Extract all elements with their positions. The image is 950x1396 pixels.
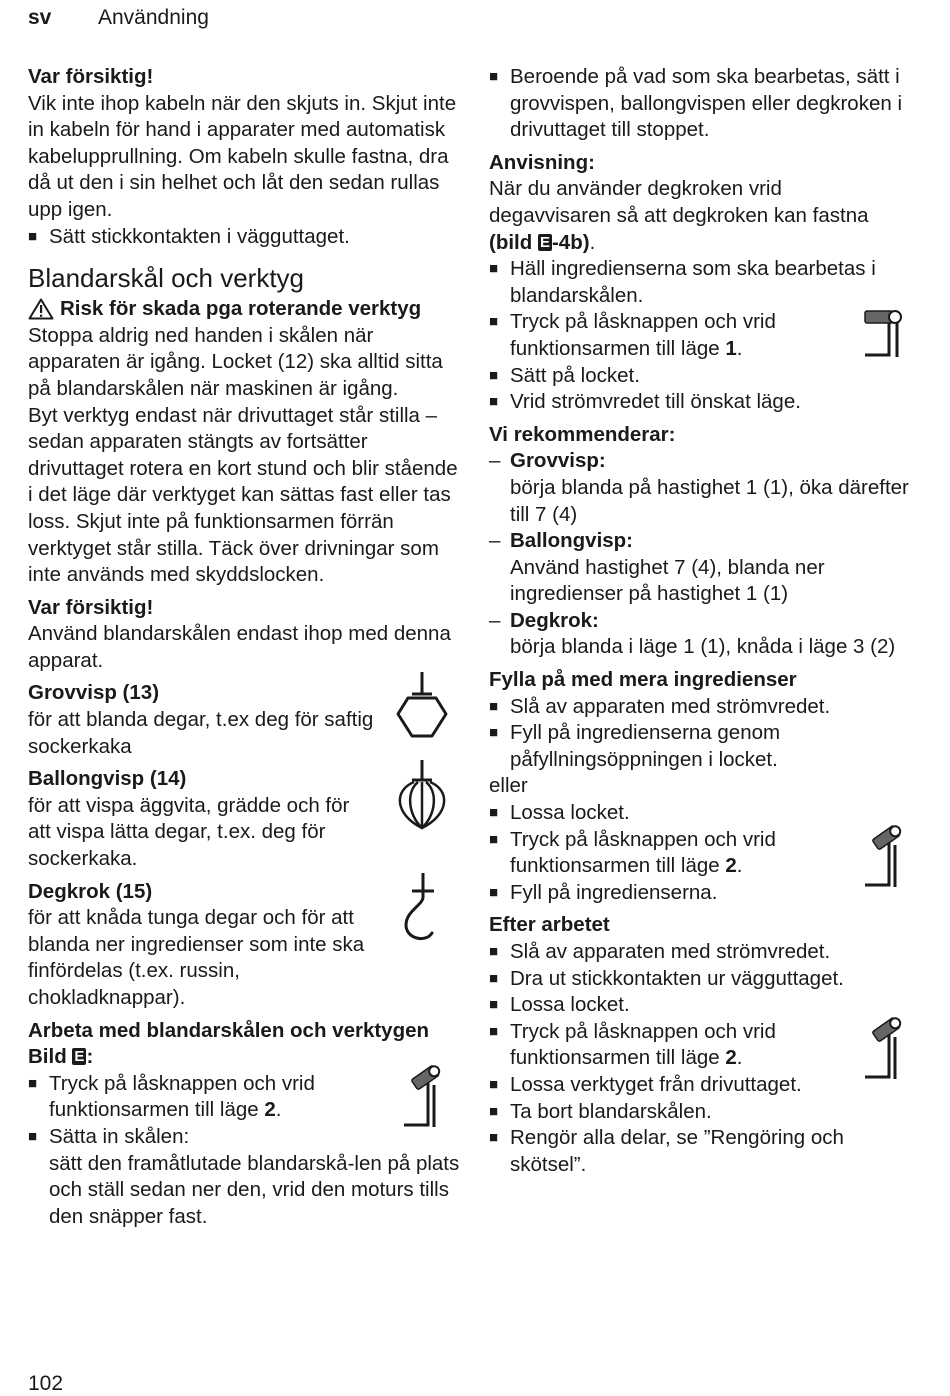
after-title: Efter arbetet <box>489 913 610 937</box>
left-column <box>28 64 464 1230</box>
bullet-fill-ingredients: ■ Fyll på ingredienserna. <box>489 880 909 907</box>
step-end: . <box>736 1046 743 1070</box>
bullet-remove-bowl: ■ Ta bort blandarskålen. <box>489 1099 909 1126</box>
dough-hook-icon <box>398 873 448 945</box>
or-text: eller <box>489 774 528 798</box>
position-number: 2 <box>725 1046 737 1070</box>
warning-text-2: Byt verktyg endast när drivuttaget står stilla – sedan apparaten stängts av fortsätter drivuttaget rotera en kort stund och blir stående i det läge där verktyget kan sättas fast eller tas loss. Skjut inte på funktionsarmen förrän verktyget står stilla. Täck över drivningar som inte används med skyddslocken. <box>28 403 458 587</box>
tool-flat-beater <box>28 680 464 760</box>
caution-text-2: Använd blandarskålen endast ihop med denna apparat. <box>28 622 451 672</box>
warning-text-1: Stoppa aldrig ned handen i skålen när apparaten är igång. Locket (12) ska alltid sitta på blandarskålen när maskinen är igång. <box>28 323 443 400</box>
arm-position-2-icon <box>400 1065 444 1129</box>
note-text <box>489 176 909 256</box>
position-number: 2 <box>264 1098 276 1122</box>
bullet-fill-opening: ■ Fyll på ingredienserna genom påfyllningsöppningen i locket. <box>489 720 909 773</box>
recommend-text: Använd hastighet 7 (4), blanda ner ingredienser på hastighet 1 (1) <box>510 555 825 606</box>
section-title: Användning <box>98 6 209 29</box>
step-text: Tryck på låsknappen och vrid funktionsarmen till läge <box>510 310 776 360</box>
figure-e-badge: E <box>74 1048 85 1066</box>
note-end: . <box>589 230 596 254</box>
section-heading: Blandarskål och verktyg <box>28 263 305 294</box>
bullet-fit-lid: ■ Sätt på locket. <box>489 363 909 390</box>
recommend-item <box>489 608 909 661</box>
step-text: Tryck på låsknappen och vrid funktionsarmen till läge <box>49 1071 315 1122</box>
bullet-remove-lid: ■ Lossa locket. <box>489 800 909 827</box>
arm-step-3 <box>489 1019 909 1072</box>
bullet-clean: ■ Rengör alla delar, se ”Rengöring och skötsel”. <box>489 1125 909 1178</box>
dash-marker: – <box>489 529 501 553</box>
recommend-tool: Grovvisp: <box>510 449 606 473</box>
work-fig-suffix: : <box>86 1045 94 1069</box>
recommend-tool: Degkrok: <box>510 608 599 632</box>
tool-whisk <box>28 766 464 872</box>
work-fig-prefix: Bild <box>28 1045 67 1069</box>
arm-step-2 <box>489 827 909 880</box>
step-text: Tryck på låsknappen och vrid funktionsarmen till läge <box>510 827 776 878</box>
bullet-add-ingredients: ■ Häll ingredienserna som ska bearbetas i blandarskålen. <box>489 256 909 309</box>
bullet-remove-tool: ■ Lossa verktyget från drivuttaget. <box>489 1072 909 1099</box>
caution-title: Var försiktig! <box>28 65 154 88</box>
note-ref-close: -4b) <box>551 230 590 254</box>
bullet-plug-in: ■ Sätt stickkontakten i vägguttaget. <box>28 224 464 251</box>
step-end: . <box>736 854 743 878</box>
tool-description: för att blanda degar, t.ex deg för saftig sockerkaka <box>28 708 374 758</box>
language-code: sv <box>28 6 52 29</box>
tool-description: för att vispa äggvita, grädde och för att vispa lätta degar, t.ex. deg för sockerkaka. <box>28 793 350 871</box>
recommend-item <box>489 528 909 608</box>
recommend-tool: Ballongvisp: <box>510 529 634 553</box>
recommend-text: börja blanda i läge 1 (1), knåda i läge 3 (2) <box>510 635 896 659</box>
right-column <box>489 64 909 1178</box>
note-ref <box>489 231 590 254</box>
caution-title-2: Var försiktig! <box>28 595 154 619</box>
whisk-icon <box>390 760 454 832</box>
recommend-title: Vi rekommenderar: <box>489 422 676 446</box>
bullet-lock-arm-1 <box>489 309 809 362</box>
note-body: När du använder degkroken vrid degavvisaren så att degkroken kan fastna <box>489 177 869 227</box>
bullet-turn-knob: ■ Vrid strömvredet till önskat läge. <box>489 389 909 416</box>
tool-dough-hook <box>28 879 464 1012</box>
figure-e-badge: E <box>539 233 550 251</box>
warning-heading <box>28 296 464 323</box>
flat-beater-icon <box>390 672 454 742</box>
arm-position-1-icon <box>861 309 905 359</box>
step-text: Tryck på låsknappen och vrid funktionsarmen till läge <box>510 1019 776 1070</box>
bullet-lock-arm-2 <box>489 827 809 880</box>
recommend-text: börja blanda på hastighet 1 (1), öka därefter till 7 (4) <box>510 475 909 526</box>
tool-description: för att knåda tunga degar och för att blanda ner ingredienser som inte ska finfördelas (t.ex. russin, chokladknappar). <box>28 906 365 1009</box>
insert-bowl-text: sätt den framåtlutade blandarskå-len på plats och ställ sedan ner den, vrid den moturs tills den snäpper fast. <box>49 1151 460 1228</box>
bullet-switch-off: ■ Slå av apparaten med strömvredet. <box>489 939 909 966</box>
bullet-insert-bowl: ■ Sätta in skålen: <box>28 1124 464 1151</box>
bullet-lock-arm-3 <box>489 1019 809 1072</box>
recommend-item <box>489 448 909 528</box>
warning-triangle-icon <box>28 298 54 320</box>
warning-title: Risk för skada pga roterande verktyg <box>60 297 422 321</box>
work-title <box>28 1018 464 1071</box>
position-number: 2 <box>725 854 737 878</box>
tool-title: Degkrok (15) <box>28 879 153 903</box>
work-title-text: Arbeta med blandarskålen och verktygen <box>28 1018 430 1042</box>
fill-title: Fylla på med mera ingredienser <box>489 668 797 692</box>
tool-title: Grovvisp (13) <box>28 681 160 705</box>
note-title: Anvisning: <box>489 150 595 174</box>
work-steps <box>28 1071 464 1124</box>
page-header <box>28 6 209 30</box>
position-number: 1 <box>725 336 737 360</box>
bullet-unplug: ■ Dra ut stickkontakten ur vägguttaget. <box>489 966 909 993</box>
tool-title: Ballongvisp (14) <box>28 767 187 791</box>
step-end: . <box>736 336 743 360</box>
bullet-insert-tool: ■ Beroende på vad som ska bearbetas, sätt i grovvispen, ballongvispen eller degkroken i drivuttaget till stoppet. <box>489 64 909 144</box>
caution-text: Vik inte ihop kabeln när den skjuts in. Skjut inte in kabeln för hand i apparater med automatisk kabelupprullning. Om kabeln skulle fastna, dra då ut den i sin helhet och låt den sedan rullas upp igen. <box>28 91 457 221</box>
step-end: . <box>275 1098 282 1122</box>
bullet-switch-off: ■ Slå av apparaten med strömvredet. <box>489 694 909 721</box>
dash-marker: – <box>489 608 501 632</box>
arm-step-1 <box>489 309 909 362</box>
note-ref-open: (bild <box>489 230 533 254</box>
page-number: 102 <box>28 1372 64 1395</box>
bullet-remove-lid: ■ Lossa locket. <box>489 992 909 1019</box>
bullet-lock-arm <box>28 1071 404 1124</box>
dash-marker: – <box>489 449 501 473</box>
